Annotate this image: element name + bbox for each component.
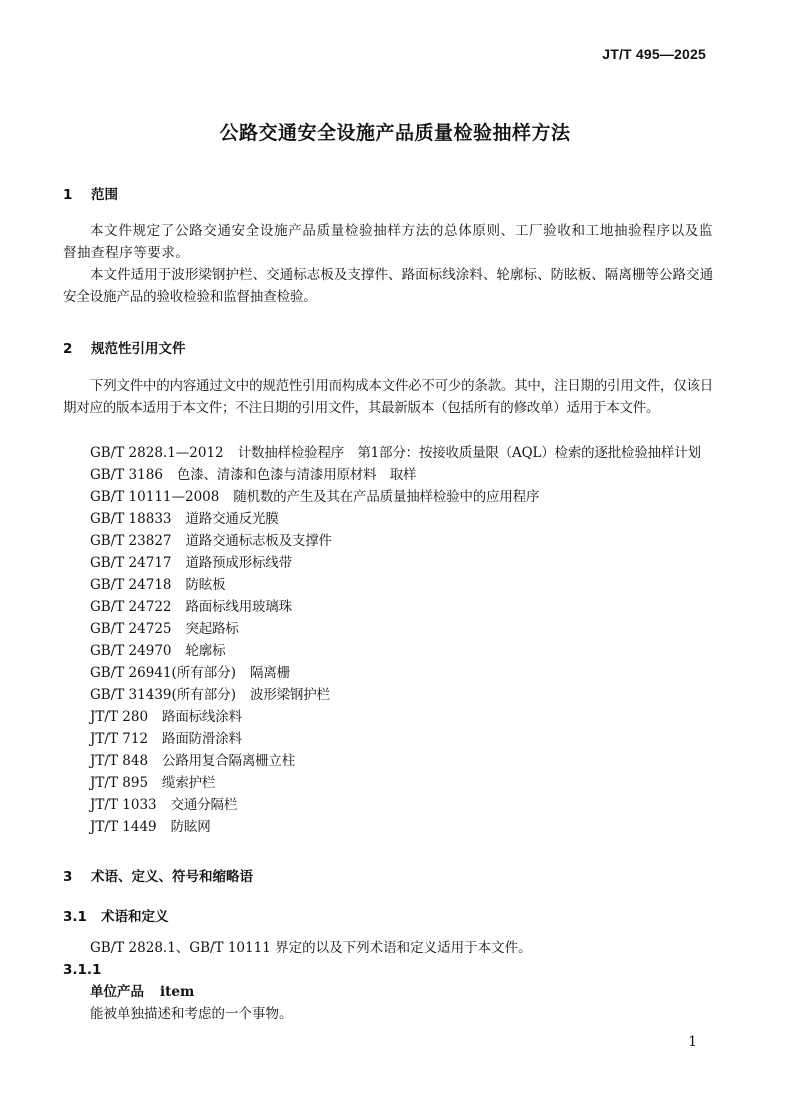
normative-references-intro: 下列文件中的内容通过文中的规范性引用而构成本文件必不可少的条款。其中，注日期的引用文件，仅该日期对应的版本适用于本文件；不注日期的引用文件，其最新版本（包括所有的修改单）适用于本文件。 <box>63 378 713 416</box>
section-2-heading <box>63 337 186 357</box>
reference-code: JT/T 712 <box>90 731 149 747</box>
reference-code: GB/T 24970 <box>90 643 172 659</box>
reference-item <box>90 750 730 772</box>
reference-title: 隔离栅 <box>250 665 290 681</box>
reference-item <box>90 794 730 816</box>
reference-code: GB/T 3186 <box>90 467 163 483</box>
document-title: 公路交通安全设施产品质量检验抽样方法 <box>219 122 571 144</box>
term-entry <box>90 981 194 1003</box>
reference-code: GB/T 31439(所有部分) <box>90 687 237 703</box>
section-3-1-heading <box>63 905 169 925</box>
reference-code: JT/T 1449 <box>90 819 157 835</box>
term-definition: 能被单独描述和考虑的一个事物。 <box>90 1006 293 1022</box>
reference-title: 防眩网 <box>170 819 211 835</box>
reference-item <box>90 728 730 750</box>
section-3-title: 术语、定义、符号和缩略语 <box>91 869 253 885</box>
section-2-number: 2 <box>63 341 73 357</box>
reference-item <box>90 662 730 684</box>
reference-code: GB/T 26941(所有部分) <box>90 665 237 681</box>
section-3-number: 3 <box>63 869 73 885</box>
reference-item <box>90 574 730 596</box>
reference-item <box>90 486 730 508</box>
page-number: 1 <box>688 1034 697 1050</box>
reference-title: 道路交通反光膜 <box>185 511 279 527</box>
reference-code: GB/T 10111—2008 <box>90 489 220 505</box>
reference-title: 道路预成形标线带 <box>185 555 292 571</box>
section-1-title: 范围 <box>91 187 118 203</box>
reference-item <box>90 442 730 464</box>
reference-item <box>90 618 730 640</box>
reference-item <box>90 640 730 662</box>
reference-item <box>90 508 730 530</box>
reference-title: 色漆、清漆和色漆与清漆用原材料 取样 <box>176 467 417 483</box>
reference-code: GB/T 24718 <box>90 577 172 593</box>
reference-title: 突起路标 <box>185 621 239 637</box>
section-2-title: 规范性引用文件 <box>91 341 186 357</box>
reference-code: GB/T 18833 <box>90 511 172 527</box>
reference-title: 计数抽样检验程序 第1部分：按接收质量限（AQL）检索的逐批检验抽样计划 <box>237 445 701 461</box>
reference-title: 防眩板 <box>185 577 226 593</box>
section-3-heading <box>63 865 253 885</box>
scope-paragraph-1: 本文件规定了公路交通安全设施产品质量检验抽样方法的总体原则、工厂验收和工地抽验程序以及监督抽查程序等要求。 <box>63 223 713 261</box>
reference-code: GB/T 23827 <box>90 533 172 549</box>
reference-list <box>90 442 730 838</box>
section-1-number: 1 <box>63 187 73 203</box>
standard-number: JT/T 495—2025 <box>602 46 706 62</box>
reference-title: 路面防滑涂料 <box>162 731 242 747</box>
term-chinese: 单位产品 <box>90 984 144 1000</box>
terms-intro: GB/T 2828.1、GB/T 10111 界定的以及下列术语和定义适用于本文件。 <box>90 940 532 956</box>
reference-code: JT/T 1033 <box>90 797 157 813</box>
reference-code: GB/T 24725 <box>90 621 172 637</box>
reference-item <box>90 772 730 794</box>
reference-item <box>90 684 730 706</box>
section-3-1-title: 术语和定义 <box>101 909 169 925</box>
reference-title: 交通分隔栏 <box>170 797 238 813</box>
reference-code: GB/T 24717 <box>90 555 172 571</box>
reference-code: JT/T 848 <box>90 753 149 769</box>
scope-paragraph-2: 本文件适用于波形梁钢护栏、交通标志板及支撑件、路面标线涂料、轮廓标、防眩板、隔离栅等公路交通安全设施产品的验收检验和监督抽查检验。 <box>63 267 713 305</box>
reference-item <box>90 530 730 552</box>
reference-code: JT/T 280 <box>90 709 149 725</box>
reference-item <box>90 596 730 618</box>
reference-code: GB/T 24722 <box>90 599 172 615</box>
reference-title: 路面标线用玻璃珠 <box>185 599 292 615</box>
reference-item <box>90 552 730 574</box>
reference-item <box>90 706 730 728</box>
term-english: item <box>160 984 195 1000</box>
section-1-heading <box>63 183 118 203</box>
reference-title: 波形梁钢护栏 <box>250 687 330 703</box>
reference-title: 轮廓标 <box>185 643 226 659</box>
reference-title: 公路用复合隔离栅立柱 <box>162 753 296 769</box>
reference-title: 随机数的产生及其在产品质量抽样检验中的应用程序 <box>233 489 540 505</box>
section-3-1-1-number: 3.1.1 <box>63 962 102 978</box>
reference-title: 道路交通标志板及支撑件 <box>185 533 332 549</box>
reference-title: 路面标线涂料 <box>162 709 242 725</box>
reference-item <box>90 816 730 838</box>
section-3-1-number: 3.1 <box>63 909 87 925</box>
reference-title: 缆索护栏 <box>162 775 216 791</box>
reference-code: JT/T 895 <box>90 775 149 791</box>
reference-item <box>90 464 730 486</box>
reference-code: GB/T 2828.1—2012 <box>90 445 224 461</box>
